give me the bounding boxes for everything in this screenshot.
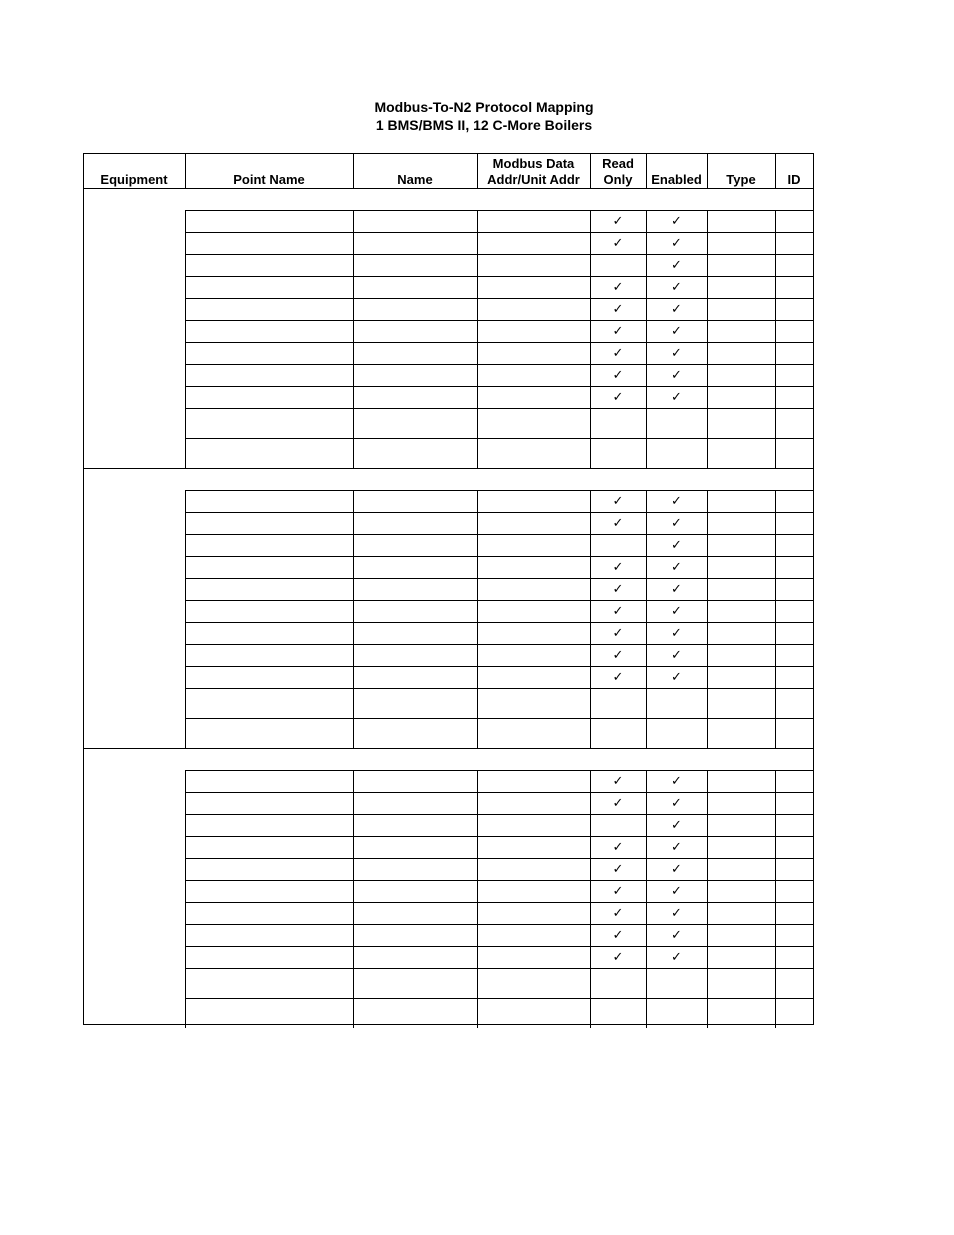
header-type-label: Type	[726, 171, 756, 187]
column-divider	[353, 210, 354, 468]
read-only-check-icon: ✓	[612, 603, 624, 618]
read-only-check-icon: ✓	[612, 773, 624, 788]
row-line	[185, 968, 814, 969]
row-line	[185, 534, 814, 535]
enabled-check-icon: ✓	[671, 323, 682, 338]
read-only-check-icon: ✓	[612, 927, 624, 942]
row-line	[185, 556, 814, 557]
header-read-only-line1: Read	[602, 156, 634, 171]
row-line	[185, 438, 814, 439]
row-line	[185, 276, 814, 277]
read-only-check-icon: ✓	[612, 883, 624, 898]
enabled-check-icon: ✓	[671, 647, 682, 662]
read-only-check-icon: ✓	[612, 323, 624, 338]
column-divider	[707, 770, 708, 1028]
read-only-check-icon: ✓	[612, 581, 624, 596]
header-id-label: ID	[787, 171, 801, 187]
enabled-check-icon: ✓	[671, 625, 682, 640]
read-only-check-icon: ✓	[612, 301, 624, 316]
column-divider	[477, 770, 478, 1028]
document-subtitle: 1 BMS/BMS II, 12 C-More Boilers	[375, 117, 593, 133]
header-equipment	[83, 153, 185, 188]
header-equipment-label: Equipment	[100, 171, 168, 187]
enabled-check-icon: ✓	[671, 795, 682, 810]
enabled-check-icon: ✓	[671, 257, 682, 272]
read-only-check-icon: ✓	[612, 861, 624, 876]
row-line	[185, 320, 814, 321]
row-line	[185, 924, 814, 925]
row-line	[185, 232, 814, 233]
column-divider	[775, 770, 776, 1028]
read-only-check-icon: ✓	[612, 647, 624, 662]
row-line	[185, 578, 814, 579]
column-divider	[775, 490, 776, 748]
row-line	[185, 946, 814, 947]
header-enabled-label: Enabled	[651, 171, 702, 187]
header-enabled	[646, 153, 707, 188]
row-line	[185, 512, 814, 513]
enabled-check-icon: ✓	[671, 235, 682, 250]
document-title-block	[0, 98, 954, 134]
header-divider	[775, 153, 776, 188]
enabled-check-icon: ✓	[671, 493, 682, 508]
enabled-check-icon: ✓	[671, 817, 682, 832]
group-bottom-line	[83, 748, 814, 749]
enabled-check-icon: ✓	[671, 883, 682, 898]
enabled-check-icon: ✓	[671, 279, 682, 294]
read-only-check-icon: ✓	[612, 669, 624, 684]
enabled-check-icon: ✓	[671, 861, 682, 876]
group-bottom-line	[83, 468, 814, 469]
header-modbus-addr-line2: Addr/Unit Addr	[487, 171, 580, 187]
group-divider	[185, 210, 186, 468]
enabled-check-icon: ✓	[671, 905, 682, 920]
protocol-mapping-table	[83, 153, 814, 1025]
enabled-check-icon: ✓	[671, 603, 682, 618]
enabled-check-icon: ✓	[671, 389, 682, 404]
header-type	[707, 153, 775, 188]
group-divider	[185, 770, 186, 1028]
header-name	[353, 153, 477, 188]
read-only-check-icon: ✓	[612, 493, 624, 508]
enabled-check-icon: ✓	[671, 927, 682, 942]
header-divider	[185, 153, 186, 188]
row-line	[185, 902, 814, 903]
enabled-check-icon: ✓	[671, 367, 682, 382]
enabled-check-icon: ✓	[671, 301, 682, 316]
group-divider	[185, 490, 186, 748]
enabled-check-icon: ✓	[671, 213, 682, 228]
read-only-check-icon: ✓	[612, 625, 624, 640]
row-line	[185, 814, 814, 815]
row-line	[185, 858, 814, 859]
row-line	[185, 666, 814, 667]
header-read-only-line2: Only	[603, 171, 633, 187]
row-line	[185, 622, 814, 623]
row-line	[185, 364, 814, 365]
header-bottom-line	[83, 188, 814, 189]
column-divider	[477, 210, 478, 468]
header-read-only-label	[602, 156, 634, 187]
row-line	[185, 490, 814, 491]
row-line	[185, 342, 814, 343]
read-only-check-icon: ✓	[612, 279, 624, 294]
header-id	[775, 153, 813, 188]
header-divider	[707, 153, 708, 188]
read-only-check-icon: ✓	[612, 905, 624, 920]
column-divider	[707, 490, 708, 748]
enabled-check-icon: ✓	[671, 345, 682, 360]
enabled-check-icon: ✓	[671, 581, 682, 596]
row-line	[185, 254, 814, 255]
header-name-label: Name	[397, 171, 433, 187]
row-line	[185, 792, 814, 793]
header-read-only	[590, 153, 646, 188]
enabled-check-icon: ✓	[671, 949, 682, 964]
header-point-name	[185, 153, 353, 188]
row-line	[185, 600, 814, 601]
column-divider	[707, 210, 708, 468]
header-divider	[590, 153, 591, 188]
read-only-check-icon: ✓	[612, 389, 624, 404]
enabled-check-icon: ✓	[671, 537, 682, 552]
column-divider	[353, 770, 354, 1028]
enabled-check-icon: ✓	[671, 559, 682, 574]
column-divider	[477, 490, 478, 748]
column-divider	[353, 490, 354, 748]
enabled-check-icon: ✓	[671, 773, 682, 788]
read-only-check-icon: ✓	[612, 839, 624, 854]
read-only-check-icon: ✓	[612, 213, 624, 228]
row-line	[185, 386, 814, 387]
row-line	[185, 836, 814, 837]
row-line	[185, 644, 814, 645]
read-only-check-icon: ✓	[612, 367, 624, 382]
header-divider	[646, 153, 647, 188]
read-only-check-icon: ✓	[612, 559, 624, 574]
read-only-check-icon: ✓	[612, 795, 624, 810]
read-only-check-icon: ✓	[612, 949, 624, 964]
enabled-check-icon: ✓	[671, 669, 682, 684]
header-modbus-addr-line1: Modbus Data	[492, 156, 575, 171]
document-title: Modbus-To-N2 Protocol Mapping	[374, 99, 594, 115]
column-divider	[775, 210, 776, 468]
row-line	[185, 210, 814, 211]
enabled-check-icon: ✓	[671, 515, 682, 530]
header-divider	[353, 153, 354, 188]
header-modbus-addr	[477, 153, 590, 188]
read-only-check-icon: ✓	[612, 345, 624, 360]
read-only-check-icon: ✓	[612, 515, 624, 530]
row-line	[185, 718, 814, 719]
row-line	[185, 408, 814, 409]
row-line	[185, 770, 814, 771]
read-only-check-icon: ✓	[612, 235, 624, 250]
row-line	[185, 298, 814, 299]
header-point-name-label: Point Name	[233, 171, 305, 187]
row-line	[185, 688, 814, 689]
header-modbus-addr-label	[487, 156, 580, 187]
row-line	[185, 998, 814, 999]
enabled-check-icon: ✓	[671, 839, 682, 854]
row-line	[185, 880, 814, 881]
header-divider	[477, 153, 478, 188]
